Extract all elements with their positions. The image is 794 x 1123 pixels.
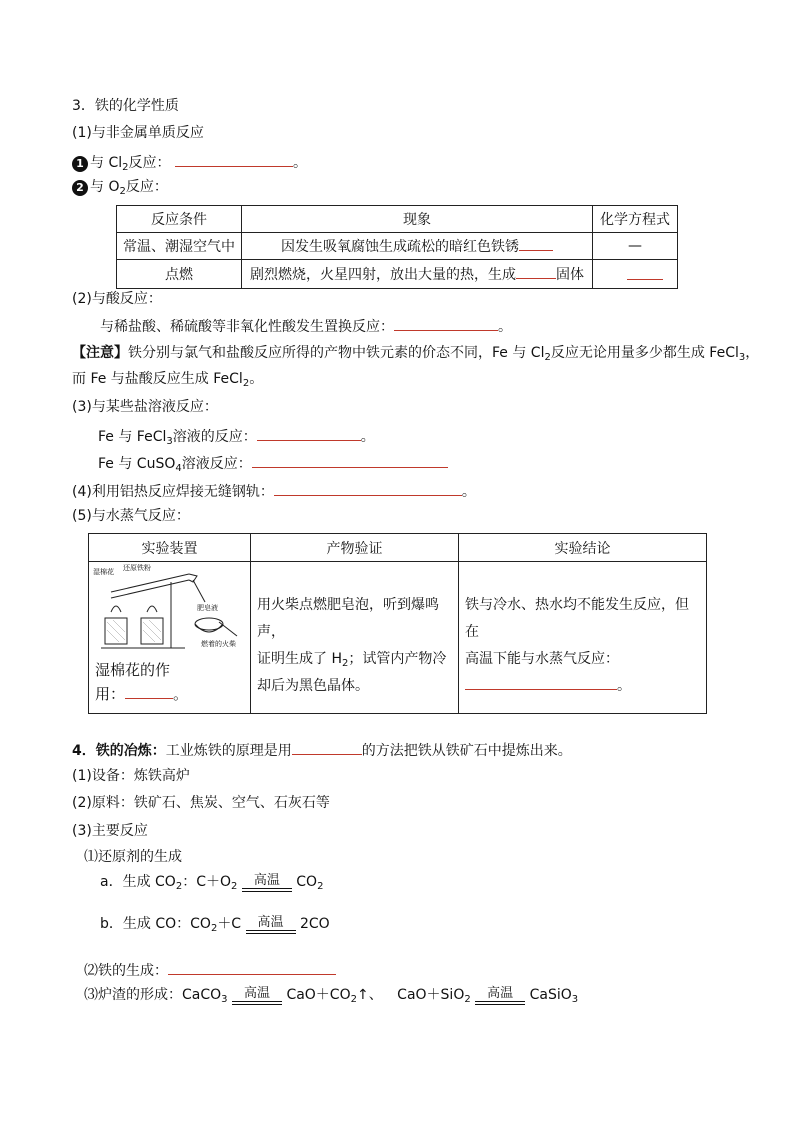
cl2-reaction-line: 1 与 $Cl_2$反应： 。 <box>72 152 307 172</box>
apparatus-question: 湿棉花的作 用： 。 <box>95 661 189 703</box>
answer-blank[interactable] <box>257 426 361 441</box>
apparatus-diagram <box>89 562 247 654</box>
diagram-label-match: 燃着的火柴 <box>201 640 236 648</box>
equals-high-temp: 高温 <box>232 987 282 1005</box>
section-3-item-5: (5)与水蒸气反应： <box>72 508 190 524</box>
conclusion-cell: 铁与冷水、热水均不能发生反应，但在 高温下能与水蒸气反应： 。 <box>459 562 707 714</box>
slag-formation-line: ⑶炉渣的形成：CaCO$_3$ 高温 $CaO+CO_2↑$、 CaO＋SiO$_2$ 高温 CaSiO$_3$ <box>84 986 579 1005</box>
section-3-item-3: (3)与某些盐溶液反应： <box>72 399 218 415</box>
thermite-line: (4)利用铝热反应焊接无缝钢轨： 。 <box>72 481 476 501</box>
table-header: 实验结论 <box>459 534 707 562</box>
diagram-label-wet-cotton: 湿棉花 <box>93 568 114 576</box>
delivery-tube <box>193 580 205 602</box>
fe-cuso4-line: Fe 与 CuSO$_4$溶液反应： <box>98 453 448 473</box>
answer-blank[interactable] <box>519 236 553 251</box>
equation-co2: a．生成 $CO_2$：$C+O_2$ 高温 $CO_2$ <box>100 873 324 892</box>
note-tag: 【注意】 <box>72 345 128 361</box>
answer-blank[interactable] <box>627 265 663 280</box>
flame-left <box>111 606 121 612</box>
equals-high-temp: 高温 <box>242 874 292 892</box>
note-line-1: 【注意】铁分别与氯气和盐酸反应所得的产物中铁元素的价态不同，Fe 与 $Cl_2$反应无论用量多少都生成 FeCl$_3$， <box>72 345 760 363</box>
section-3-item-2: (2)与酸反应： <box>72 291 162 307</box>
answer-blank[interactable] <box>465 675 617 690</box>
apparatus-cell <box>89 562 251 714</box>
table-cell: 常温、潮湿空气中 <box>117 233 242 260</box>
section-3-title: 3．铁的化学性质 <box>72 98 179 114</box>
table-header: 反应条件 <box>117 206 242 233</box>
answer-blank[interactable] <box>292 740 362 755</box>
fe-o2-table <box>116 205 678 289</box>
answer-blank[interactable] <box>394 316 498 331</box>
o2-reaction-line: 2 与 $O_2$反应： <box>72 178 168 196</box>
diagram-label-iron-powder: 还原铁粉 <box>123 564 151 572</box>
equation-co: b．生成 CO：$CO_2+C$ 高温 2CO <box>100 915 330 934</box>
diagram-label-soap-solution: 肥皂液 <box>197 604 218 612</box>
section-4-title: 4．铁的冶炼：工业炼铁的原理是用 的方法把铁从铁矿石中提炼出来。 <box>72 740 572 760</box>
reductant-formation: ⑴还原剂的生成 <box>84 849 182 865</box>
table-header: 实验装置 <box>89 534 251 562</box>
match <box>219 622 237 636</box>
section-4-item-1: (1)设备：炼铁高炉 <box>72 768 190 784</box>
circled-number-2: 2 <box>72 180 88 196</box>
table-header: 现象 <box>242 206 593 233</box>
answer-blank[interactable] <box>274 481 462 496</box>
table-cell: 剧烈燃烧，火星四射，放出大量的热，生成 固体 <box>242 260 593 289</box>
fe-fecl3-line: Fe 与 FeCl$_3$溶液的反应： 。 <box>98 426 375 446</box>
section-4-item-3: (3)主要反应 <box>72 823 148 839</box>
section-3-item-1: (1)与非金属单质反应 <box>72 125 204 141</box>
table-cell: — <box>593 233 678 260</box>
table-cell: 点燃 <box>117 260 242 289</box>
table-cell <box>593 260 678 289</box>
answer-blank[interactable] <box>175 152 293 167</box>
o2-label: 与 O <box>90 179 120 195</box>
section-4-item-2: (2)原料：铁矿石、焦炭、空气、石灰石等 <box>72 795 330 811</box>
answer-blank[interactable] <box>168 960 336 975</box>
acid-reaction-line: 与稀盐酸、稀硫酸等非氧化性酸发生置换反应： 。 <box>100 316 512 336</box>
equals-high-temp: 高温 <box>246 916 296 934</box>
flame-right <box>147 606 157 612</box>
answer-blank[interactable] <box>125 684 173 699</box>
circled-number-1: 1 <box>72 156 88 172</box>
verification-cell: 用火柴点燃肥皂泡，听到爆鸣声， 证明生成了 $H_2$；试管内产物冷 却后为黑色晶体。 <box>251 562 459 714</box>
table-header: 产物验证 <box>251 534 459 562</box>
answer-blank[interactable] <box>252 453 448 468</box>
answer-blank[interactable] <box>516 264 556 279</box>
note-line-2: 而 Fe 与盐酸反应生成 FeCl$_2$。 <box>72 371 264 389</box>
equals-high-temp: 高温 <box>475 987 525 1005</box>
steam-reaction-table <box>88 533 707 714</box>
table-header: 化学方程式 <box>593 206 678 233</box>
cl2-label: 与 Cl <box>90 155 123 171</box>
iron-formation-line: ⑵铁的生成： <box>84 960 336 980</box>
table-cell: 因发生吸氧腐蚀生成疏松的暗红色铁锈 <box>242 233 593 260</box>
